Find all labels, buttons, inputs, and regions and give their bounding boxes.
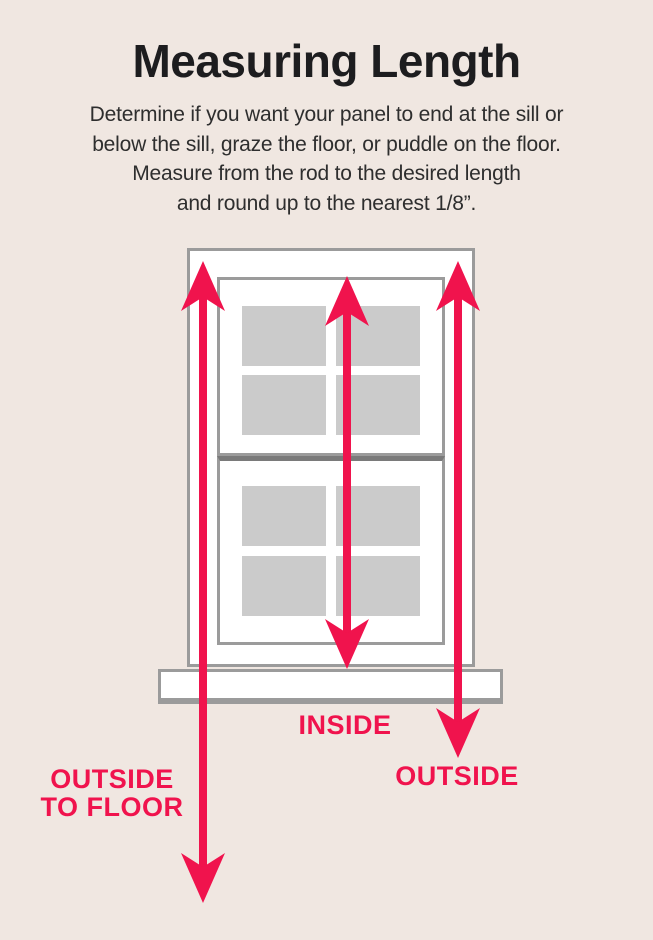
window-sash-top [217, 277, 445, 456]
window-pane [242, 306, 326, 366]
outside-to-floor-line1: OUTSIDE [50, 764, 174, 794]
outside-to-floor-line2: TO FLOOR [40, 792, 184, 822]
page-title: Measuring Length [132, 35, 521, 87]
window-pane [336, 486, 420, 546]
outside-to-floor-label [12, 765, 212, 821]
window-pane [336, 556, 420, 616]
outside-label: OUTSIDE [395, 761, 519, 791]
window-pane [242, 486, 326, 546]
intro-line: Determine if you want your panel to end at the sill or [89, 103, 564, 126]
window-pane [242, 375, 326, 435]
window-sash-bottom [217, 456, 445, 645]
inside-label: INSIDE [298, 710, 392, 740]
intro-line: below the sill, graze the floor, or puddle on the floor. [92, 132, 561, 156]
window-sill [158, 669, 503, 704]
window-pane [336, 306, 420, 366]
window-pane [336, 375, 420, 435]
intro-line: and round up to the nearest 1/8”. [176, 191, 477, 215]
arrow-down-head-icon [181, 853, 225, 903]
intro-line: Measure from the rod to the desired length [132, 162, 521, 185]
window-pane [242, 556, 326, 616]
intro-paragraph [0, 100, 653, 218]
